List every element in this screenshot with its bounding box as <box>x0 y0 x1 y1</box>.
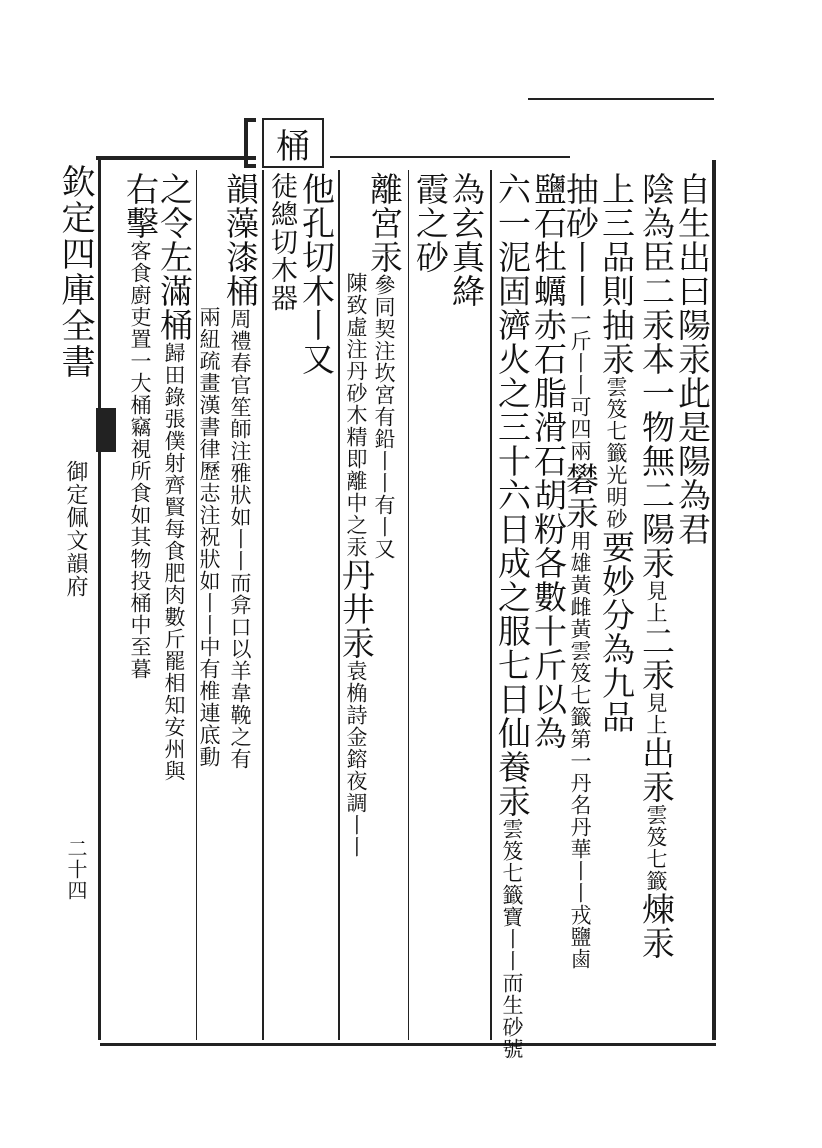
frame-outer-right <box>712 160 716 1040</box>
text-column-12: 韻藻漆桶周禮春官笙師注雅狀如丨丨而弇口以羊韋鞔之有 <box>221 172 260 770</box>
text-column-3: 上三品則抽汞雲笈七籤光明砂要妙分為九品 <box>597 172 636 734</box>
tab-bracket <box>244 118 256 168</box>
text-column-8: 霞之砂 <box>411 172 450 274</box>
text-column-4: 抽砂丨丨一斤丨丨可四兩礬汞用雄黃雌黃雲笈七籤第一丹名丹華丨丨戎鹽鹵 <box>561 172 600 970</box>
head-character: 桶 <box>276 126 310 167</box>
column-divider <box>408 170 409 1040</box>
head-character-box <box>262 118 324 168</box>
frame-top-left <box>96 156 256 160</box>
top-rule-middle <box>330 156 570 158</box>
text-column-15: 右擊客食廚吏置一大桶竊視所食如其物投桶中至暮 <box>121 172 160 680</box>
fishtail-mark <box>96 408 116 452</box>
text-column-13: 兩紐疏畫漢書律歷志注祝狀如丨丨中有椎連底動 <box>197 306 221 768</box>
text-column-7: 為玄真絳 <box>447 172 486 308</box>
frame-left <box>98 160 101 1040</box>
text-column-1: 自生出曰陽汞此是陽為君 <box>673 172 712 546</box>
column-divider <box>262 170 264 1040</box>
text-column-11: 徒總切木器 <box>266 172 297 312</box>
text-column-5: 鹽石牡蠣赤石脂滑石胡粉各數十斤以為 <box>529 172 568 750</box>
text-column-10: 他孔切木丨又 <box>297 172 336 376</box>
frame-bottom <box>100 1043 716 1046</box>
text-column-9b: 陳致虛注丹砂木精即離中之汞丹井汞袁桷詩金鎔夜調丨丨 <box>337 272 376 858</box>
top-rule-right <box>528 98 714 100</box>
column-divider <box>490 170 492 1040</box>
side-title: 欽定四庫全書 <box>55 164 95 380</box>
page-number: 二十四 <box>64 838 88 901</box>
text-column-2: 陰為臣二汞本一物無二陽汞見上二汞見上出汞雲笈七籤煉汞 <box>637 172 676 960</box>
text-column-9a: 離宮汞參同契注坎宮有鉛丨丨有丨又 <box>365 172 404 560</box>
text-column-14: 之令左滿桶歸田錄張僕射齊賢每食肥肉數斤罷相知安州與 <box>155 172 194 782</box>
text-column-6: 六一泥固濟火之三十六日成之服七日仙養汞雲笈七籤寶丨丨而生砂號 <box>493 172 532 1060</box>
side-subtitle: 御定佩文韻府 <box>63 460 88 598</box>
